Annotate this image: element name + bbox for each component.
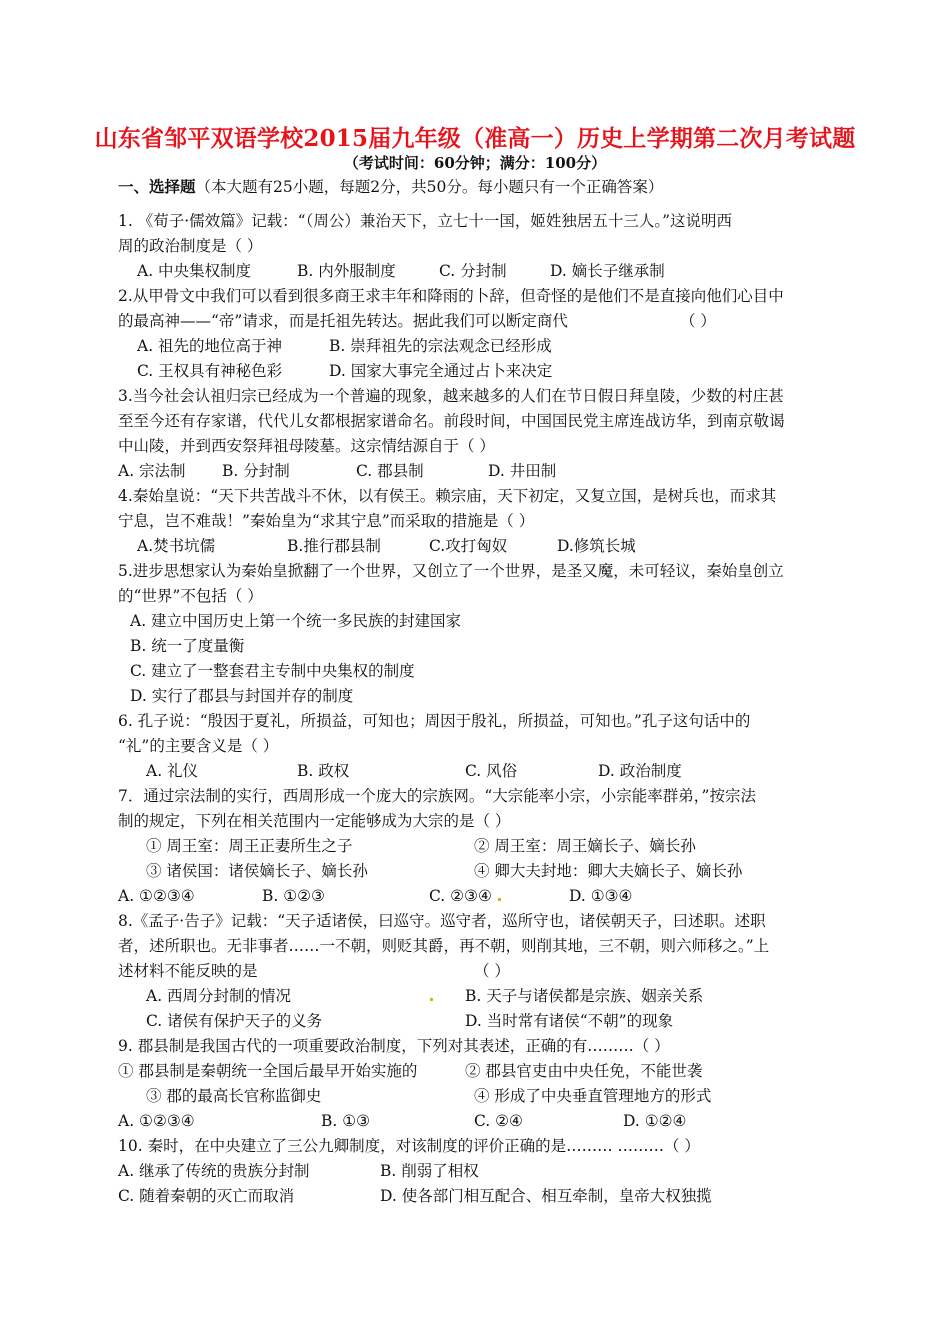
- q6-option-c: C. 风俗: [465, 762, 518, 780]
- q9-item-4: ④ 形成了中央垂直管理地方的形式: [474, 1087, 712, 1105]
- q8-option-c: C. 诸侯有保护天子的义务: [146, 1012, 323, 1030]
- q8-stem-line1: 8.《孟子·告子》记载：“天子适诸侯，曰巡守。巡守者，巡所守也，诸侯朝天子，曰述职。述职: [118, 912, 766, 930]
- q7-option-d: D. ①③④: [569, 887, 633, 905]
- q6-stem-line2: “礼”的主要含义是（ ）: [118, 737, 279, 755]
- q1-stem-line2: 周的政治制度是（ ）: [118, 237, 263, 255]
- q7-stem-line1: 7．通过宗法制的实行，西周形成一个庞大的宗族网。“大宗能率小宗，小宗能率群弟，”按宗法: [118, 787, 756, 805]
- q10-option-c: C. 随着秦朝的灭亡而取消: [118, 1187, 295, 1205]
- speck-mark: [430, 998, 433, 1001]
- q5-option-a: A. 建立中国历史上第一个统一多民族的封建国家: [130, 612, 462, 630]
- q2-option-a: A. 祖先的地位高于神: [137, 337, 283, 355]
- section-heading: 一、选择题: [118, 177, 196, 196]
- q5-option-d: D. 实行了郡县与封国并存的制度: [130, 687, 354, 705]
- q7-item-3: ③ 诸侯国：诸侯嫡长子、嫡长孙: [146, 862, 368, 880]
- q2-stem-line2: 的最高神——“帝”请求，而是托祖先转达。据此我们可以断定商代: [118, 312, 568, 330]
- q6-stem-line1: 6. 孔子说：“殷因于夏礼，所损益，可知也；周因于殷礼，所损益，可知也。”孔子这句话中的: [118, 712, 751, 730]
- q8-option-b: B. 天子与诸侯都是宗族、姻亲关系: [465, 987, 704, 1005]
- q8-option-a: A. 西周分封制的情况: [146, 987, 292, 1005]
- q5-stem-line2: 的“世界”不包括（ ）: [118, 587, 263, 605]
- q8-stem-line3: 述材料不能反映的是: [118, 962, 258, 980]
- q6-option-d: D. 政治制度: [598, 762, 682, 780]
- q2-option-b: B. 崇拜祖先的宗法观念已经形成: [329, 337, 552, 355]
- q9-option-c: C. ②④: [474, 1112, 523, 1130]
- q3-option-a: A. 宗法制: [118, 462, 186, 480]
- q8-stem-line2: 者，述所职也。无非事者……一不朝，则贬其爵，再不朝，则削其地，三不朝，则六师移之。”上: [118, 937, 770, 955]
- q6-option-a: A. 礼仪: [146, 762, 199, 780]
- q3-option-b: B. 分封制: [222, 462, 290, 480]
- q8-option-d: D. 当时常有诸侯“不朝”的现象: [465, 1012, 674, 1030]
- q4-option-b: B.推行郡县制: [287, 537, 381, 555]
- q4-option-d: D.修筑长城: [557, 537, 636, 555]
- q3-stem-line3: 中山陵，并到西安祭拜祖母陵墓。这宗情结源自于（ ）: [118, 437, 495, 455]
- q7-item-1: ① 周王室：周王正妻所生之子: [146, 837, 353, 855]
- q5-option-c: C. 建立了一整套君主专制中央集权的制度: [130, 662, 415, 680]
- q9-item-1: ① 郡县制是秦朝统一全国后最早开始实施的: [118, 1062, 418, 1080]
- q1-stem-line1: 1. 《荀子·儒效篇》记载：“（周公）兼治天下，立七十一国，姬姓独居五十三人。”这说明西: [118, 212, 732, 230]
- q10-stem-line1: 10. 秦时，在中央建立了三公九卿制度，对该制度的评价正确的是……… ………（ ）: [118, 1137, 700, 1155]
- q4-stem-line1: 4.秦始皇说：“天下共苦战斗不休，以有侯王。赖宗庙，天下初定，又复立国，是树兵也，而求其: [118, 487, 777, 505]
- q3-stem-line1: 3.当今社会认祖归宗已经成为一个普遍的现象，越来越多的人们在节日假日拜皇陵，少数的村庄甚: [118, 387, 784, 405]
- speck-mark: [498, 898, 501, 901]
- q5-option-b: B. 统一了度量衡: [130, 637, 245, 655]
- q7-option-a: A. ①②③④: [118, 887, 195, 905]
- q1-option-c: C. 分封制: [439, 262, 507, 280]
- q4-option-a: A.焚书坑儒: [137, 537, 216, 555]
- exam-subtitle: （考试时间：60分钟；满分：100分）: [343, 154, 607, 172]
- section-heading-line: [118, 177, 663, 197]
- q2-stem-line1: 2.从甲骨文中我们可以看到很多商王求丰年和降雨的卜辞，但奇怪的是他们不是直接向他们心目中: [118, 287, 784, 305]
- q10-option-d: D. 使各部门相互配合、相互牵制，皇帝大权独揽: [380, 1187, 712, 1205]
- q9-option-b: B. ①③: [321, 1112, 371, 1130]
- q7-item-4: ④ 卿大夫封地：卿大夫嫡长子、嫡长孙: [474, 862, 743, 880]
- q7-item-2: ② 周王室：周王嫡长子、嫡长孙: [474, 837, 696, 855]
- q2-option-d: D. 国家大事完全通过占卜来决定: [329, 362, 553, 380]
- q9-option-d: D. ①②④: [623, 1112, 687, 1130]
- q1-option-d: D. 嫡长子继承制: [550, 262, 665, 280]
- q6-option-b: B. 政权: [297, 762, 350, 780]
- q7-option-b: B. ①②③: [262, 887, 325, 905]
- q9-item-3: ③ 郡的最高长官称监御史: [146, 1087, 322, 1105]
- q2-option-c: C. 王权具有神秘色彩: [137, 362, 283, 380]
- q4-stem-line2: 宁息，岂不难哉！”秦始皇为“求其宁息”而采取的措施是（ ）: [118, 512, 535, 530]
- q2-answer-paren: （ ）: [680, 312, 716, 330]
- q3-option-d: D. 井田制: [488, 462, 557, 480]
- q9-stem-line1: 9. 郡县制是我国古代的一项重要政治制度，下列对其表述，正确的有………（ ）: [118, 1037, 670, 1055]
- q3-option-c: C. 郡县制: [356, 462, 424, 480]
- q7-stem-line2: 制的规定，下列在相关范围内一定能够成为大宗的是（ ）: [118, 812, 511, 830]
- q5-stem-line1: 5.进步思想家认为秦始皇掀翻了一个世界，又创立了一个世界，是圣又魔，未可轻议，秦始皇创立: [118, 562, 784, 580]
- q9-item-2: ② 郡县官吏由中央任免，不能世袭: [465, 1062, 703, 1080]
- q3-stem-line2: 至至今还有存家谱，代代儿女都根据家谱命名。前段时间，中国国民党主席连战访华，到南京敬谒: [118, 412, 785, 430]
- q10-option-b: B. 削弱了相权: [380, 1162, 479, 1180]
- q8-answer-paren: （ ）: [474, 962, 510, 980]
- q9-option-a: A. ①②③④: [118, 1112, 195, 1130]
- exam-title: 山东省邹平双语学校2015届九年级（准高一）历史上学期第二次月考试题: [94, 125, 856, 152]
- q1-option-b: B. 内外服制度: [297, 262, 396, 280]
- q4-option-c: C.攻打匈奴: [429, 537, 508, 555]
- q7-option-c: C. ②③④: [429, 887, 492, 905]
- q10-option-a: A. 继承了传统的贵族分封制: [118, 1162, 310, 1180]
- q1-option-a: A. 中央集权制度: [137, 262, 252, 280]
- section-note: （本大题有25小题，每题2分，共50分。每小题只有一个正确答案）: [195, 178, 664, 196]
